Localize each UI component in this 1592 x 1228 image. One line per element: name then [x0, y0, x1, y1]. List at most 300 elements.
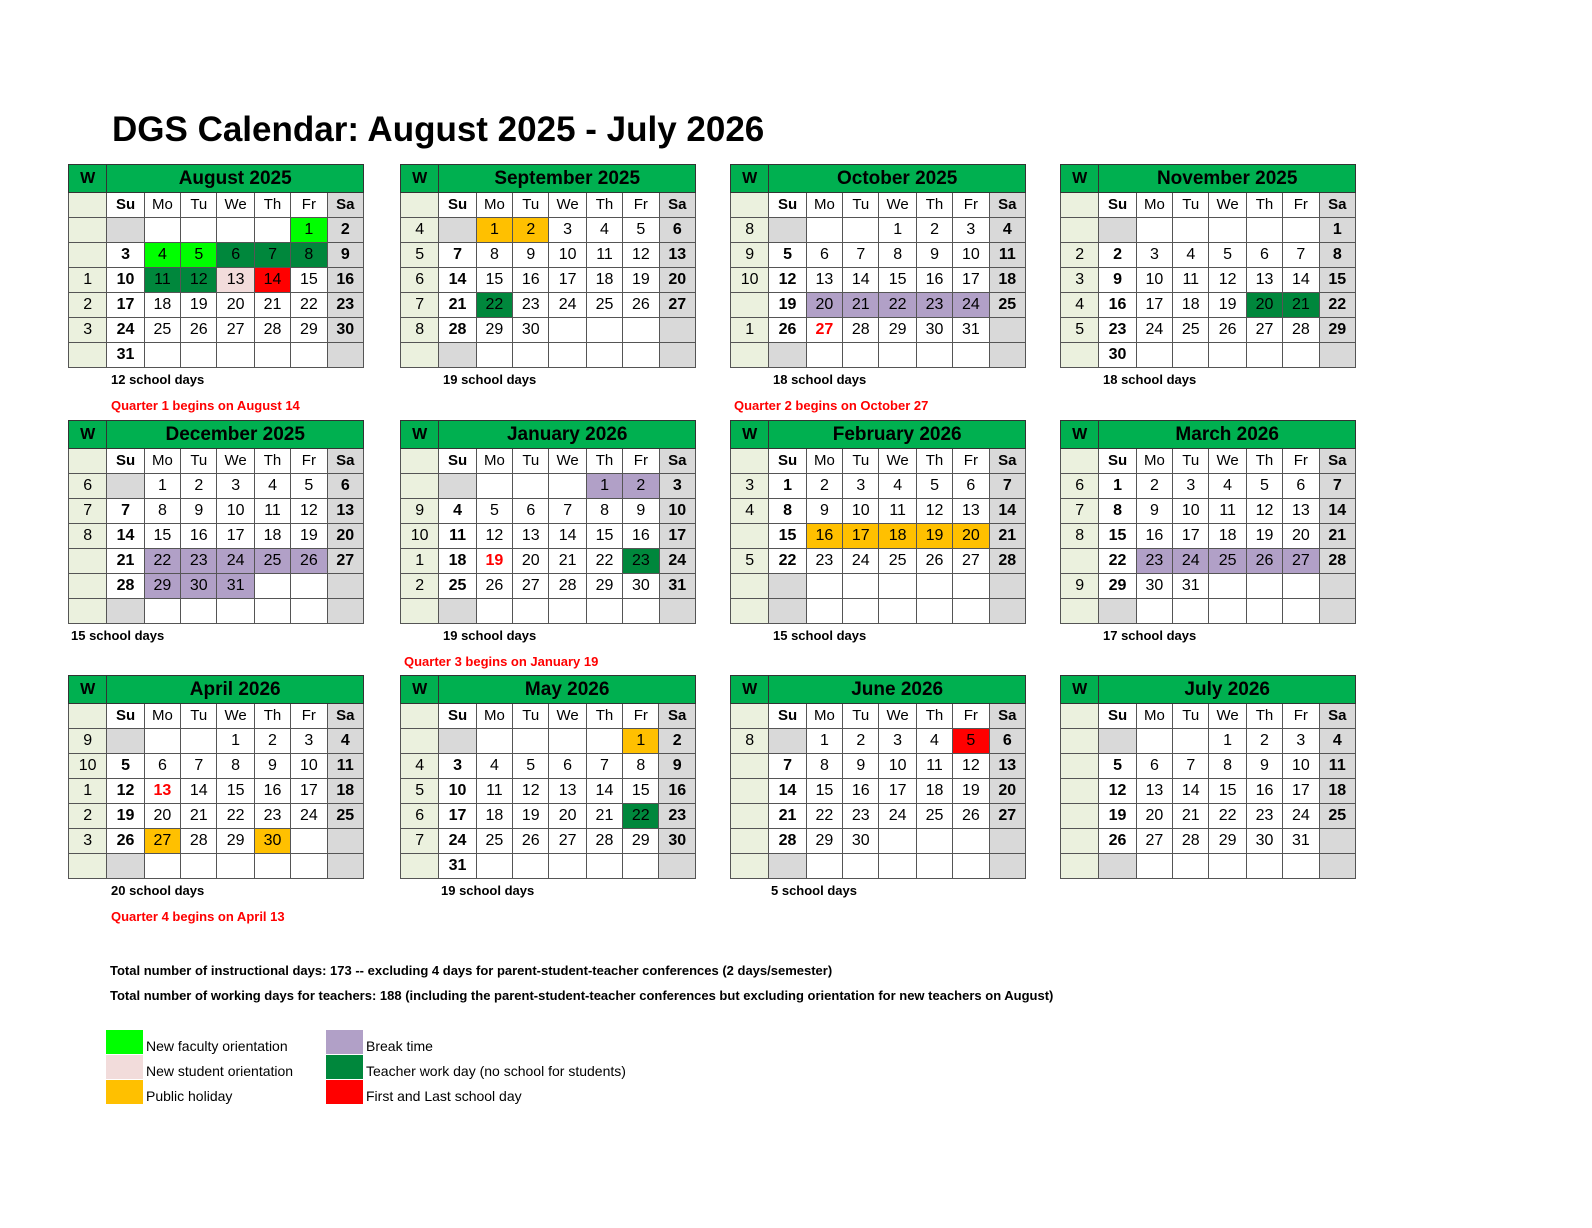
day-cell: 31: [1283, 829, 1319, 854]
week-number-cell: 2: [401, 574, 439, 599]
empty-day-cell: [513, 599, 549, 624]
day-header-tu: Tu: [513, 193, 549, 218]
total-instructional-days: Total number of instructional days: 173 -- excluding 4 days for parent-student-teacher conferences (2 days/semester): [110, 963, 833, 978]
empty-day-cell: [1136, 729, 1172, 754]
day-cell: 19: [291, 524, 327, 549]
day-cell: 1: [1209, 729, 1246, 754]
month-november-2025: [1060, 164, 1356, 368]
day-cell: 11: [144, 268, 180, 293]
week-number-cell: [401, 474, 439, 499]
week-number-cell: [69, 343, 107, 368]
day-cell: 19: [1099, 804, 1136, 829]
day-cell: 5: [769, 243, 806, 268]
day-header-sa: Sa: [659, 704, 696, 729]
empty-day-cell: [1319, 574, 1355, 599]
empty-day-cell: [989, 854, 1025, 879]
day-names-row: [1061, 449, 1356, 474]
month-header-row: [69, 165, 364, 193]
week-number-cell: 3: [69, 829, 107, 854]
day-header-th: Th: [1246, 704, 1282, 729]
empty-day-cell: [327, 829, 363, 854]
month-name: September 2025: [439, 165, 696, 193]
empty-day-cell: [107, 854, 144, 879]
day-cell: 19: [1209, 293, 1246, 318]
day-cell: 24: [1283, 804, 1319, 829]
day-cell: 29: [623, 829, 659, 854]
empty-day-cell: [989, 343, 1025, 368]
empty-day-cell: [586, 343, 622, 368]
day-cell: 15: [1209, 779, 1246, 804]
week-row: [69, 729, 364, 754]
week-row: [401, 318, 696, 343]
empty-day-cell: [1246, 218, 1282, 243]
week-number-cell: [401, 193, 439, 218]
day-cell: 3: [1283, 729, 1319, 754]
day-header-tu: Tu: [1173, 704, 1209, 729]
day-cell: 14: [989, 499, 1025, 524]
day-cell: 29: [806, 829, 842, 854]
empty-day-cell: [769, 574, 806, 599]
empty-day-cell: [439, 343, 476, 368]
day-cell: 1: [291, 218, 327, 243]
day-cell: 28: [181, 829, 217, 854]
week-number-cell: [731, 754, 769, 779]
week-number-cell: 1: [731, 318, 769, 343]
day-cell: 11: [1209, 499, 1246, 524]
day-cell: 11: [1319, 754, 1355, 779]
day-cell: 12: [1246, 499, 1282, 524]
week-number-cell: 4: [731, 499, 769, 524]
day-cell: 22: [217, 804, 254, 829]
day-header-fr: Fr: [291, 193, 327, 218]
day-cell: 9: [623, 499, 659, 524]
week-number-cell: [401, 449, 439, 474]
day-cell: 31: [953, 318, 989, 343]
day-cell: 27: [144, 829, 180, 854]
day-cell: 14: [769, 779, 806, 804]
empty-day-cell: [439, 474, 476, 499]
day-cell: 15: [291, 268, 327, 293]
day-header-fr: Fr: [623, 193, 659, 218]
day-cell: 18: [879, 524, 916, 549]
empty-day-cell: [953, 574, 989, 599]
day-cell: 16: [254, 779, 290, 804]
week-number-cell: [69, 218, 107, 243]
week-number-cell: [1061, 704, 1099, 729]
month-table: [730, 420, 1026, 624]
empty-day-cell: [989, 829, 1025, 854]
day-cell: 3: [879, 729, 916, 754]
day-cell: 16: [513, 268, 549, 293]
day-cell: 2: [327, 218, 363, 243]
day-cell: 17: [659, 524, 695, 549]
month-june-2026: [730, 675, 1026, 879]
day-cell: 14: [254, 268, 290, 293]
day-cell: 21: [989, 524, 1025, 549]
day-cell: 5: [1209, 243, 1246, 268]
day-cell: 7: [989, 474, 1025, 499]
day-cell: 2: [916, 218, 952, 243]
empty-day-cell: [1099, 599, 1136, 624]
week-number-cell: 9: [401, 499, 439, 524]
week-number-cell: [731, 599, 769, 624]
day-header-th: Th: [586, 704, 622, 729]
day-header-tu: Tu: [1173, 193, 1209, 218]
day-cell: 6: [217, 243, 254, 268]
empty-day-cell: [1246, 854, 1282, 879]
day-cell: 26: [769, 318, 806, 343]
empty-day-cell: [1099, 854, 1136, 879]
day-cell: 23: [916, 293, 952, 318]
empty-day-cell: [989, 599, 1025, 624]
week-number-cell: [731, 343, 769, 368]
week-row: [731, 754, 1026, 779]
day-cell: 2: [1099, 243, 1136, 268]
empty-day-cell: [476, 343, 512, 368]
day-cell: 12: [1099, 779, 1136, 804]
day-cell: 6: [989, 729, 1025, 754]
month-header-row: [1061, 676, 1356, 704]
day-header-we: We: [879, 704, 916, 729]
day-cell: 23: [254, 804, 290, 829]
school-days-count: 18 school days: [773, 372, 867, 387]
day-cell: 10: [1173, 499, 1209, 524]
empty-day-cell: [879, 599, 916, 624]
day-header-th: Th: [254, 449, 290, 474]
week-row: [69, 599, 364, 624]
day-names-row: [731, 193, 1026, 218]
week-number-cell: [401, 854, 439, 879]
day-header-fr: Fr: [623, 449, 659, 474]
day-cell: 22: [623, 804, 659, 829]
week-number-cell: [1061, 854, 1099, 879]
day-header-we: We: [549, 193, 586, 218]
day-cell: 6: [806, 243, 842, 268]
empty-day-cell: [291, 599, 327, 624]
day-cell: 18: [586, 268, 622, 293]
empty-day-cell: [879, 854, 916, 879]
day-cell: 17: [107, 293, 144, 318]
month-table: [400, 164, 696, 368]
month-april-2026: [68, 675, 364, 879]
day-cell: 20: [513, 549, 549, 574]
day-cell: 5: [953, 729, 989, 754]
week-number-cell: [731, 704, 769, 729]
day-header-we: We: [217, 449, 254, 474]
page-title: DGS Calendar: August 2025 - July 2026: [112, 110, 765, 149]
day-cell: 29: [217, 829, 254, 854]
day-cell: 3: [953, 218, 989, 243]
day-cell: 13: [659, 243, 695, 268]
week-row: [1061, 729, 1356, 754]
day-cell: 7: [843, 243, 879, 268]
week-column-label: W: [69, 421, 107, 449]
week-row: [69, 524, 364, 549]
month-name: December 2025: [107, 421, 364, 449]
empty-day-cell: [1283, 574, 1319, 599]
week-row: [1061, 574, 1356, 599]
empty-day-cell: [254, 574, 290, 599]
empty-day-cell: [1319, 599, 1355, 624]
empty-day-cell: [549, 599, 586, 624]
day-cell: 30: [181, 574, 217, 599]
day-header-tu: Tu: [181, 193, 217, 218]
day-names-row: [731, 704, 1026, 729]
empty-day-cell: [549, 729, 586, 754]
school-days-count: 15 school days: [71, 628, 165, 643]
day-header-fr: Fr: [1283, 193, 1319, 218]
empty-day-cell: [953, 343, 989, 368]
month-table: [68, 675, 364, 879]
week-number-cell: 5: [401, 779, 439, 804]
day-cell: 2: [181, 474, 217, 499]
week-number-cell: [1061, 218, 1099, 243]
week-row: [1061, 804, 1356, 829]
day-names-row: [1061, 193, 1356, 218]
day-cell: 20: [1283, 524, 1319, 549]
empty-day-cell: [623, 318, 659, 343]
day-header-mo: Mo: [476, 704, 512, 729]
empty-day-cell: [217, 599, 254, 624]
day-cell: 14: [549, 524, 586, 549]
day-header-sa: Sa: [989, 704, 1025, 729]
day-header-we: We: [217, 704, 254, 729]
day-cell: 13: [806, 268, 842, 293]
day-cell: 13: [144, 779, 180, 804]
empty-day-cell: [144, 218, 180, 243]
day-cell: 25: [879, 549, 916, 574]
day-cell: 21: [1283, 293, 1319, 318]
day-cell: 18: [1319, 779, 1355, 804]
day-cell: 16: [916, 268, 952, 293]
day-cell: 7: [439, 243, 476, 268]
empty-day-cell: [1173, 854, 1209, 879]
day-cell: 2: [254, 729, 290, 754]
day-header-we: We: [1209, 449, 1246, 474]
quarter-start-note: Quarter 2 begins on October 27: [734, 398, 929, 413]
day-cell: 17: [879, 779, 916, 804]
week-row: [731, 343, 1026, 368]
week-column-label: W: [1061, 421, 1099, 449]
week-column-label: W: [69, 676, 107, 704]
month-name: October 2025: [769, 165, 1026, 193]
day-cell: 27: [659, 293, 695, 318]
day-cell: 15: [879, 268, 916, 293]
empty-day-cell: [916, 854, 952, 879]
empty-day-cell: [659, 318, 695, 343]
day-header-su: Su: [107, 449, 144, 474]
day-header-th: Th: [916, 449, 952, 474]
day-cell: 24: [291, 804, 327, 829]
week-row: [731, 804, 1026, 829]
week-number-cell: 6: [401, 268, 439, 293]
week-row: [69, 218, 364, 243]
day-cell: 10: [291, 754, 327, 779]
week-row: [69, 243, 364, 268]
week-number-cell: [69, 854, 107, 879]
week-number-cell: [731, 779, 769, 804]
day-cell: 7: [107, 499, 144, 524]
day-cell: 5: [107, 754, 144, 779]
day-cell: 6: [659, 218, 695, 243]
day-cell: 7: [549, 499, 586, 524]
month-header-row: [731, 676, 1026, 704]
day-header-th: Th: [1246, 449, 1282, 474]
day-cell: 29: [476, 318, 512, 343]
empty-day-cell: [327, 854, 363, 879]
week-number-cell: [69, 599, 107, 624]
day-header-sa: Sa: [659, 449, 695, 474]
empty-day-cell: [291, 829, 327, 854]
day-header-su: Su: [769, 449, 806, 474]
week-number-cell: [731, 193, 769, 218]
day-cell: 14: [586, 779, 622, 804]
week-row: [731, 779, 1026, 804]
day-cell: 20: [806, 293, 842, 318]
day-header-mo: Mo: [144, 193, 180, 218]
week-number-cell: [731, 574, 769, 599]
day-cell: 12: [181, 268, 217, 293]
empty-day-cell: [1173, 343, 1209, 368]
month-header-row: [1061, 421, 1356, 449]
day-cell: 28: [843, 318, 879, 343]
empty-day-cell: [1283, 218, 1319, 243]
day-header-su: Su: [439, 704, 476, 729]
month-september-2025: [400, 164, 696, 368]
day-cell: 20: [1246, 293, 1282, 318]
week-row: [731, 599, 1026, 624]
day-header-su: Su: [107, 704, 144, 729]
school-days-count: 20 school days: [111, 883, 205, 898]
empty-day-cell: [107, 474, 144, 499]
day-cell: 28: [586, 829, 622, 854]
day-cell: 18: [1209, 524, 1246, 549]
week-row: [1061, 499, 1356, 524]
month-table: [68, 420, 364, 624]
day-header-tu: Tu: [843, 449, 879, 474]
day-cell: 17: [217, 524, 254, 549]
week-number-cell: 1: [401, 549, 439, 574]
empty-day-cell: [476, 474, 512, 499]
week-row: [1061, 754, 1356, 779]
day-cell: 28: [439, 318, 476, 343]
month-table: [400, 420, 696, 624]
day-cell: 30: [623, 574, 659, 599]
week-row: [401, 343, 696, 368]
day-cell: 21: [254, 293, 290, 318]
day-header-we: We: [1209, 704, 1246, 729]
day-cell: 24: [1136, 318, 1172, 343]
day-cell: 7: [254, 243, 290, 268]
day-header-th: Th: [254, 704, 290, 729]
day-cell: 13: [513, 524, 549, 549]
day-cell: 31: [217, 574, 254, 599]
week-number-cell: 8: [69, 524, 107, 549]
day-cell: 4: [1173, 243, 1209, 268]
day-cell: 18: [439, 549, 476, 574]
week-row: [69, 318, 364, 343]
day-cell: 24: [953, 293, 989, 318]
total-working-days: Total number of working days for teachers: 188 (including the parent-student-teacher conferences but excluding orientation for new teachers on August): [110, 988, 1054, 1003]
legend-label: First and Last school day: [366, 1088, 522, 1104]
week-number-cell: [1061, 549, 1099, 574]
day-cell: 6: [549, 754, 586, 779]
day-cell: 16: [806, 524, 842, 549]
empty-day-cell: [217, 854, 254, 879]
empty-day-cell: [1246, 343, 1282, 368]
week-row: [69, 549, 364, 574]
week-number-cell: [401, 729, 439, 754]
day-names-row: [401, 449, 696, 474]
day-cell: 8: [217, 754, 254, 779]
day-cell: 20: [327, 524, 363, 549]
day-header-mo: Mo: [806, 704, 842, 729]
week-row: [69, 343, 364, 368]
day-cell: 16: [623, 524, 659, 549]
day-header-fr: Fr: [953, 449, 989, 474]
empty-day-cell: [1209, 599, 1246, 624]
empty-day-cell: [843, 218, 879, 243]
week-number-cell: 2: [1061, 243, 1099, 268]
day-cell: 25: [586, 293, 622, 318]
day-cell: 3: [107, 243, 144, 268]
day-cell: 22: [1209, 804, 1246, 829]
empty-day-cell: [1136, 599, 1172, 624]
day-cell: 12: [513, 779, 549, 804]
day-header-we: We: [549, 449, 586, 474]
day-cell: 15: [217, 779, 254, 804]
week-row: [69, 804, 364, 829]
empty-day-cell: [623, 854, 659, 879]
day-header-th: Th: [254, 193, 290, 218]
empty-day-cell: [1209, 218, 1246, 243]
day-cell: 12: [769, 268, 806, 293]
day-cell: 2: [1136, 474, 1172, 499]
empty-day-cell: [181, 218, 217, 243]
week-number-cell: [401, 343, 439, 368]
week-number-cell: [69, 193, 107, 218]
empty-day-cell: [806, 854, 842, 879]
week-row: [731, 268, 1026, 293]
empty-day-cell: [1173, 218, 1209, 243]
school-days-count: 19 school days: [443, 628, 537, 643]
day-cell: 30: [659, 829, 696, 854]
day-cell: 26: [513, 829, 549, 854]
week-row: [401, 268, 696, 293]
day-header-tu: Tu: [513, 704, 549, 729]
empty-day-cell: [107, 729, 144, 754]
day-cell: 22: [586, 549, 622, 574]
day-cell: 20: [217, 293, 254, 318]
day-cell: 29: [144, 574, 180, 599]
day-cell: 4: [586, 218, 622, 243]
day-cell: 19: [769, 293, 806, 318]
empty-day-cell: [623, 599, 659, 624]
day-header-fr: Fr: [953, 704, 989, 729]
day-cell: 24: [107, 318, 144, 343]
day-header-mo: Mo: [1136, 449, 1172, 474]
week-number-cell: 8: [401, 318, 439, 343]
day-cell: 28: [549, 574, 586, 599]
month-name: June 2026: [769, 676, 1026, 704]
day-cell: 29: [1319, 318, 1355, 343]
empty-day-cell: [549, 854, 586, 879]
day-cell: 3: [1173, 474, 1209, 499]
day-cell: 5: [476, 499, 512, 524]
day-cell: 14: [1283, 268, 1319, 293]
school-days-count: 5 school days: [771, 883, 857, 898]
day-cell: 13: [217, 268, 254, 293]
